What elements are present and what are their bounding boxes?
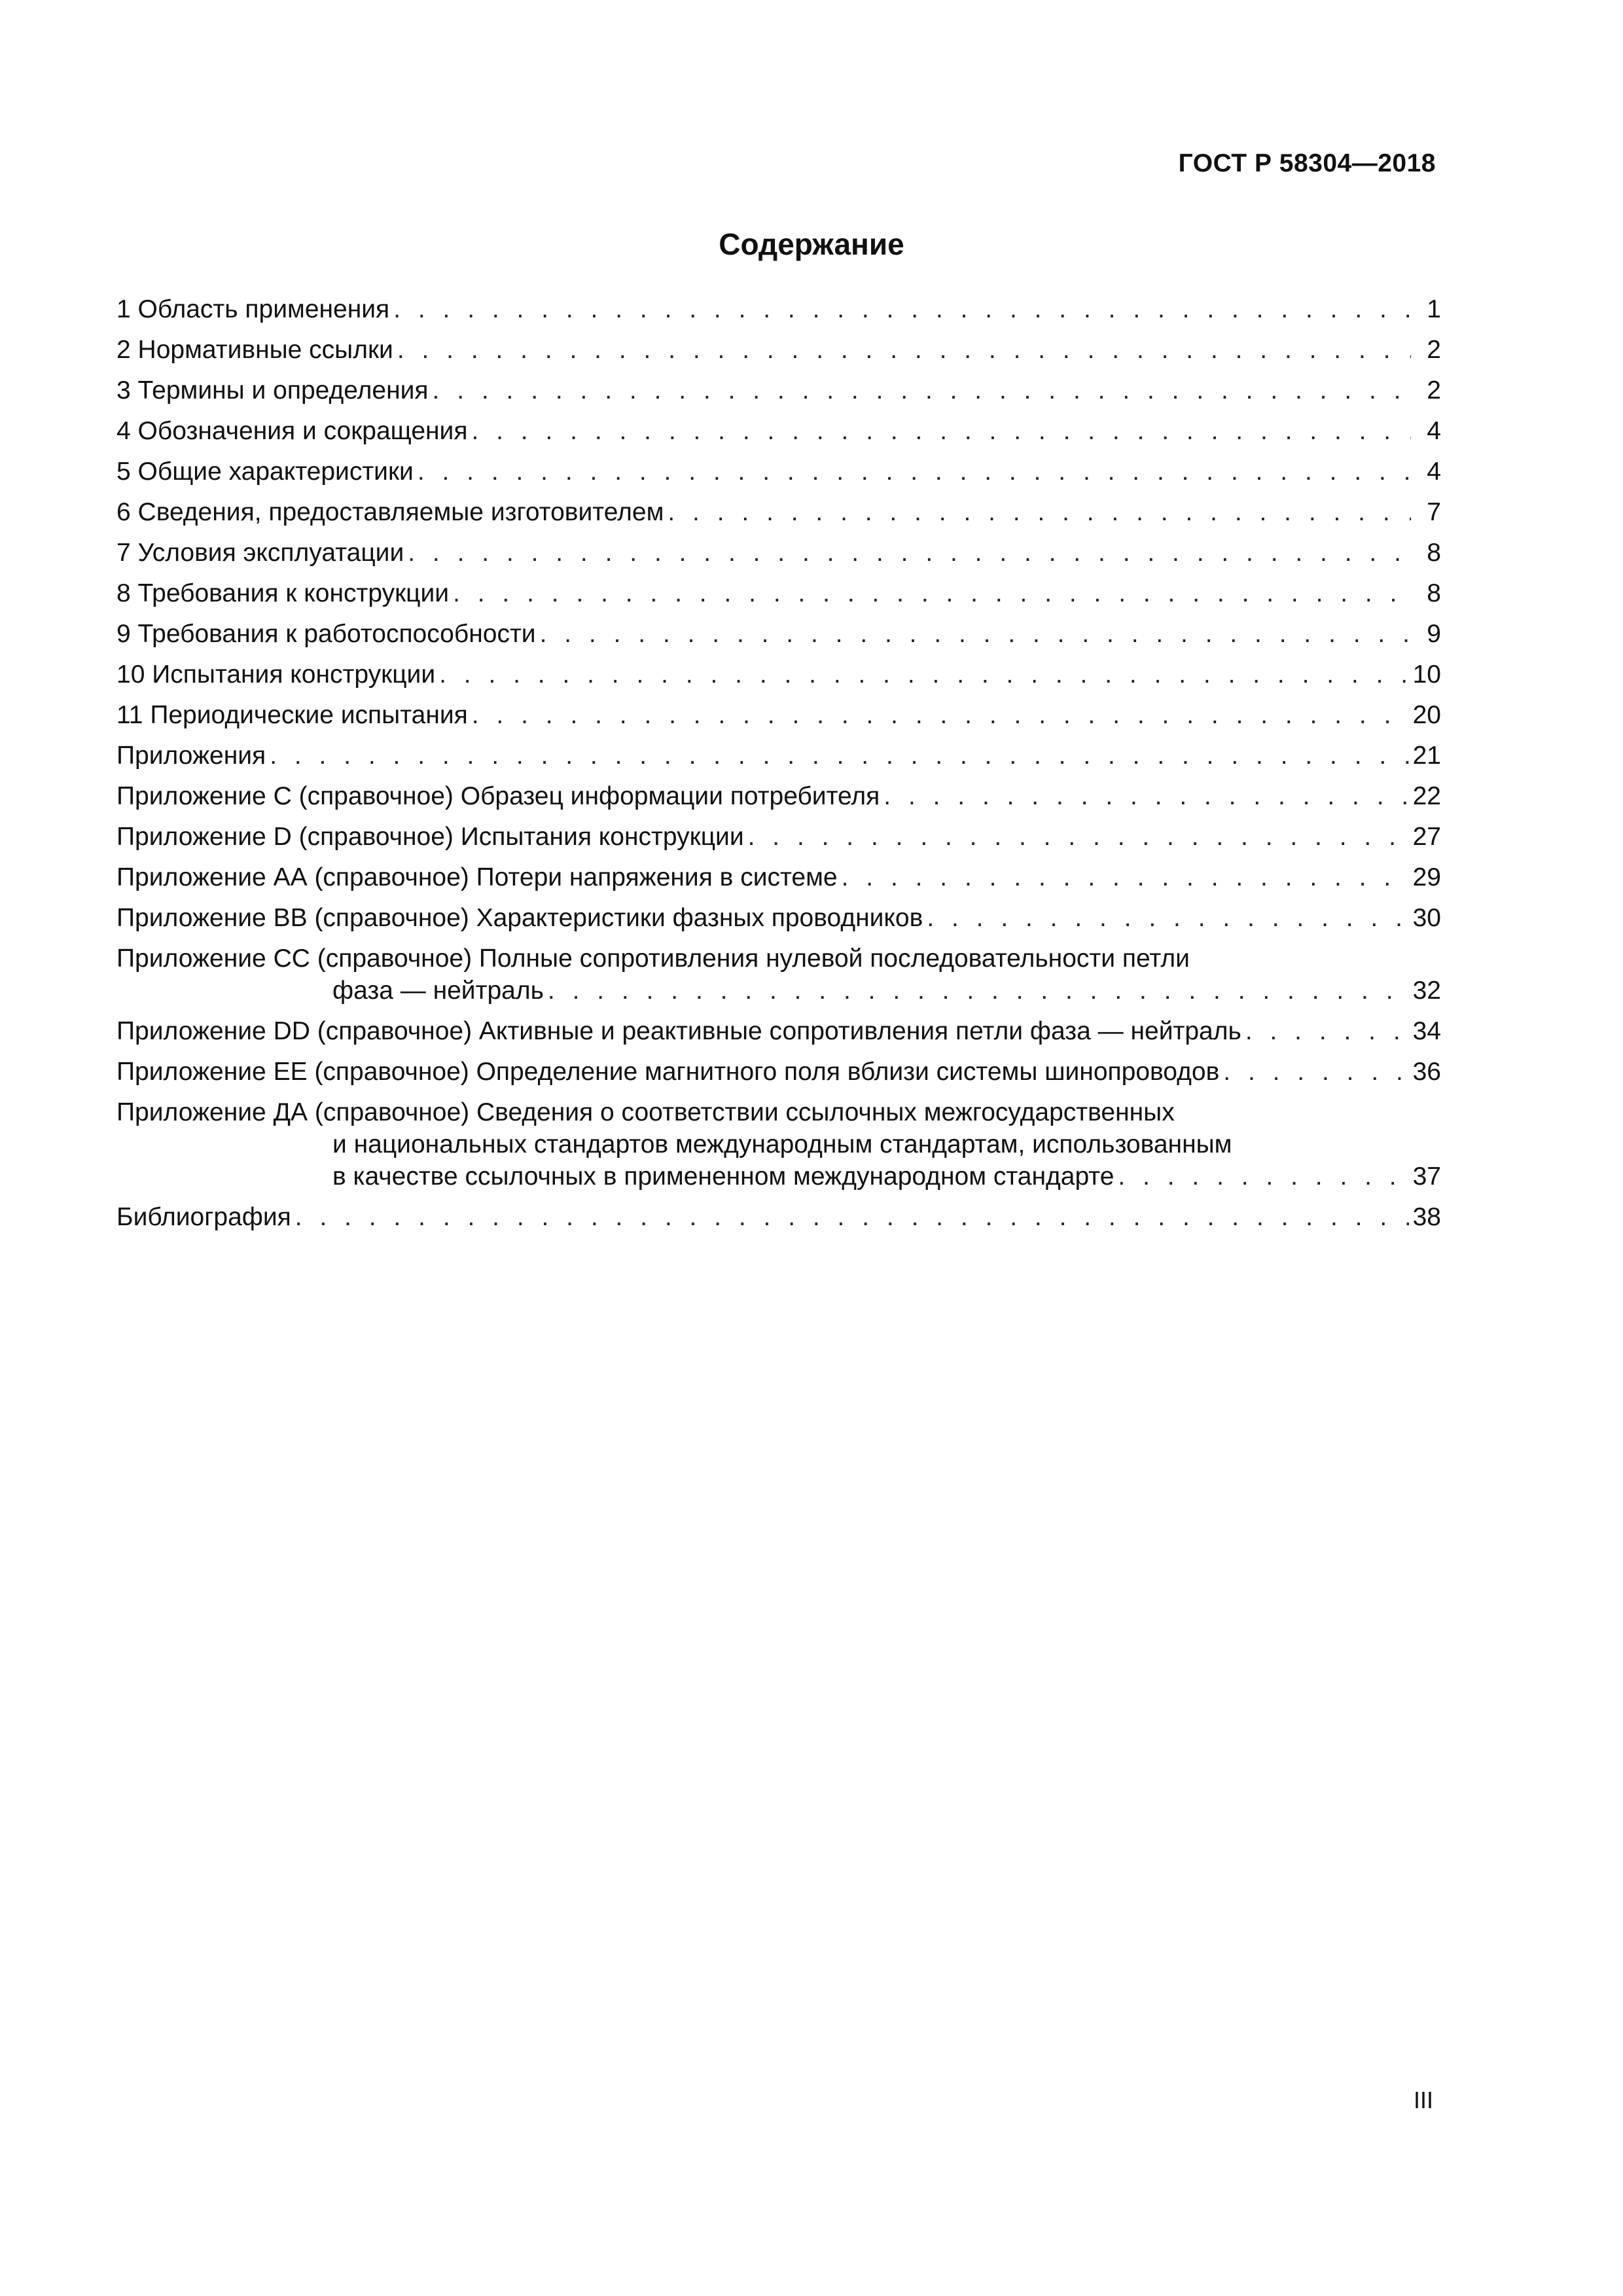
dot-leader: [540, 618, 1411, 650]
toc-entry[interactable]: [116, 780, 1441, 812]
dot-leader: [1118, 1160, 1408, 1193]
dot-leader: [439, 658, 1409, 691]
toc-entry-label: Приложение С (справочное) Образец информации потребителя: [116, 782, 880, 810]
toc-entry-page: 4: [1427, 457, 1441, 486]
toc-entry-label: Приложение ЕЕ (справочное) Определение магнитного поля вблизи системы шинопроводов: [116, 1058, 1220, 1086]
toc-entry-label: Приложение СС (справочное) Полные сопротивления нулевой последовательности петли: [116, 944, 1190, 973]
dot-leader: [453, 577, 1411, 609]
toc-entry-label: 4 Обозначения и сокращения: [116, 417, 468, 445]
toc-entry-page: 2: [1427, 376, 1441, 404]
toc-entry-page: 27: [1412, 823, 1441, 851]
toc-entry-label: Приложение ВВ (справочное) Характеристики фазных проводников: [116, 904, 923, 932]
toc-entry-page: 37: [1412, 1162, 1441, 1191]
dot-leader: [433, 374, 1411, 406]
toc-entry-label-continuation: фаза — нейтраль: [332, 977, 544, 1005]
toc-entry-label-continuation: и национальных стандартов международным стандартам, использованным: [332, 1130, 1232, 1158]
toc-entry-page: 22: [1412, 782, 1441, 810]
toc-entry[interactable]: [116, 496, 1441, 528]
toc-entry[interactable]: [116, 577, 1441, 609]
toc-entry[interactable]: [116, 537, 1441, 569]
dot-leader: [927, 902, 1408, 934]
toc-entry-label: Приложение DD (справочное) Активные и реактивные сопротивления петли фаза — нейтраль: [116, 1017, 1241, 1045]
page-number: III: [1413, 2087, 1433, 2113]
toc-entry-label: 9 Требования к работоспособности: [116, 620, 536, 648]
dot-leader: [472, 699, 1409, 731]
dot-leader: [418, 456, 1411, 488]
toc-entry-page: 36: [1412, 1058, 1441, 1086]
toc-entry-label: Приложение ДА (справочное) Сведения о соответствии ссылочных межгосударственных: [116, 1098, 1175, 1126]
toc-entry[interactable]: [116, 902, 1441, 934]
dot-leader: [1245, 1015, 1409, 1047]
dot-leader: [883, 780, 1408, 812]
toc-entry-label: 1 Область применения: [116, 295, 390, 323]
toc-entry-page: 7: [1427, 498, 1441, 526]
toc-entry[interactable]: [116, 374, 1441, 406]
toc-entry-label: 7 Условия эксплуатации: [116, 539, 404, 567]
toc-entry-label: 6 Сведения, предоставляемые изготовителем: [116, 498, 664, 526]
dot-leader: [548, 975, 1409, 1007]
toc-entry-multiline[interactable]: [116, 942, 1441, 1007]
toc-entry[interactable]: [116, 1015, 1441, 1047]
toc-entry[interactable]: [116, 861, 1441, 893]
toc-entry-page: 10: [1412, 660, 1441, 689]
toc-entry-label: 8 Требования к конструкции: [116, 579, 450, 607]
toc-entry-page: 38: [1412, 1203, 1441, 1231]
toc-entry[interactable]: [116, 334, 1441, 366]
dot-leader: [1223, 1056, 1408, 1088]
toc-entry-page: 1: [1427, 295, 1441, 323]
toc-entry-label: Приложение D (справочное) Испытания конструкции: [116, 823, 744, 851]
dot-leader: [408, 537, 1411, 569]
toc-entry[interactable]: [116, 456, 1441, 488]
dot-leader: [748, 821, 1409, 853]
toc-entry-page: 29: [1412, 863, 1441, 891]
toc-entry-page: 8: [1427, 539, 1441, 567]
dot-leader: [668, 496, 1411, 528]
toc-entry-page: 8: [1427, 579, 1441, 607]
toc-entry-page: 21: [1412, 742, 1441, 770]
toc-entry-label: 10 Испытания конструкции: [116, 660, 436, 689]
toc-entry-multiline[interactable]: [116, 1096, 1441, 1193]
dot-leader: [471, 415, 1411, 447]
toc-entry-page: 4: [1427, 417, 1441, 445]
toc-entry-label: 3 Термины и определения: [116, 376, 429, 404]
dot-leader: [270, 740, 1408, 772]
toc-entry-label: Библиография: [116, 1203, 291, 1231]
toc-entry-page: 34: [1412, 1017, 1441, 1045]
toc-entry-label: 5 Общие характеристики: [116, 457, 414, 486]
document-code: ГОСТ Р 58304—2018: [1178, 149, 1436, 177]
toc-entry-label-continuation: в качестве ссылочных в примененном международном стандарте: [332, 1162, 1115, 1191]
toc-entry[interactable]: [116, 1056, 1441, 1088]
toc-entry[interactable]: [116, 821, 1441, 853]
toc-entry-page: 2: [1427, 336, 1441, 364]
toc-entry-page: 32: [1412, 977, 1441, 1005]
toc-entry[interactable]: [116, 415, 1441, 447]
toc-entry[interactable]: [116, 658, 1441, 691]
toc-entry-label: 11 Периодические испытания: [116, 701, 468, 729]
toc-entry-label: Приложение АА (справочное) Потери напряжения в системе: [116, 863, 838, 891]
dot-leader: [295, 1201, 1409, 1233]
toc-entry[interactable]: [116, 1201, 1441, 1233]
toc-entry-page: 9: [1427, 620, 1441, 648]
toc-entry[interactable]: [116, 618, 1441, 650]
table-of-contents: [116, 293, 1441, 1242]
dot-leader: [397, 334, 1411, 366]
toc-entry[interactable]: [116, 699, 1441, 731]
toc-entry-label: Приложения: [116, 742, 266, 770]
toc-entry-last-line: [116, 975, 1441, 1007]
toc-entry-page: 30: [1412, 904, 1441, 932]
toc-entry-last-line: [116, 1160, 1441, 1193]
dot-leader: [842, 861, 1409, 893]
toc-title: Содержание: [719, 227, 904, 261]
toc-entry[interactable]: [116, 740, 1441, 772]
toc-entry-page: 20: [1412, 701, 1441, 729]
dot-leader: [393, 293, 1411, 325]
toc-entry[interactable]: [116, 293, 1441, 325]
toc-entry-label: 2 Нормативные ссылки: [116, 336, 393, 364]
